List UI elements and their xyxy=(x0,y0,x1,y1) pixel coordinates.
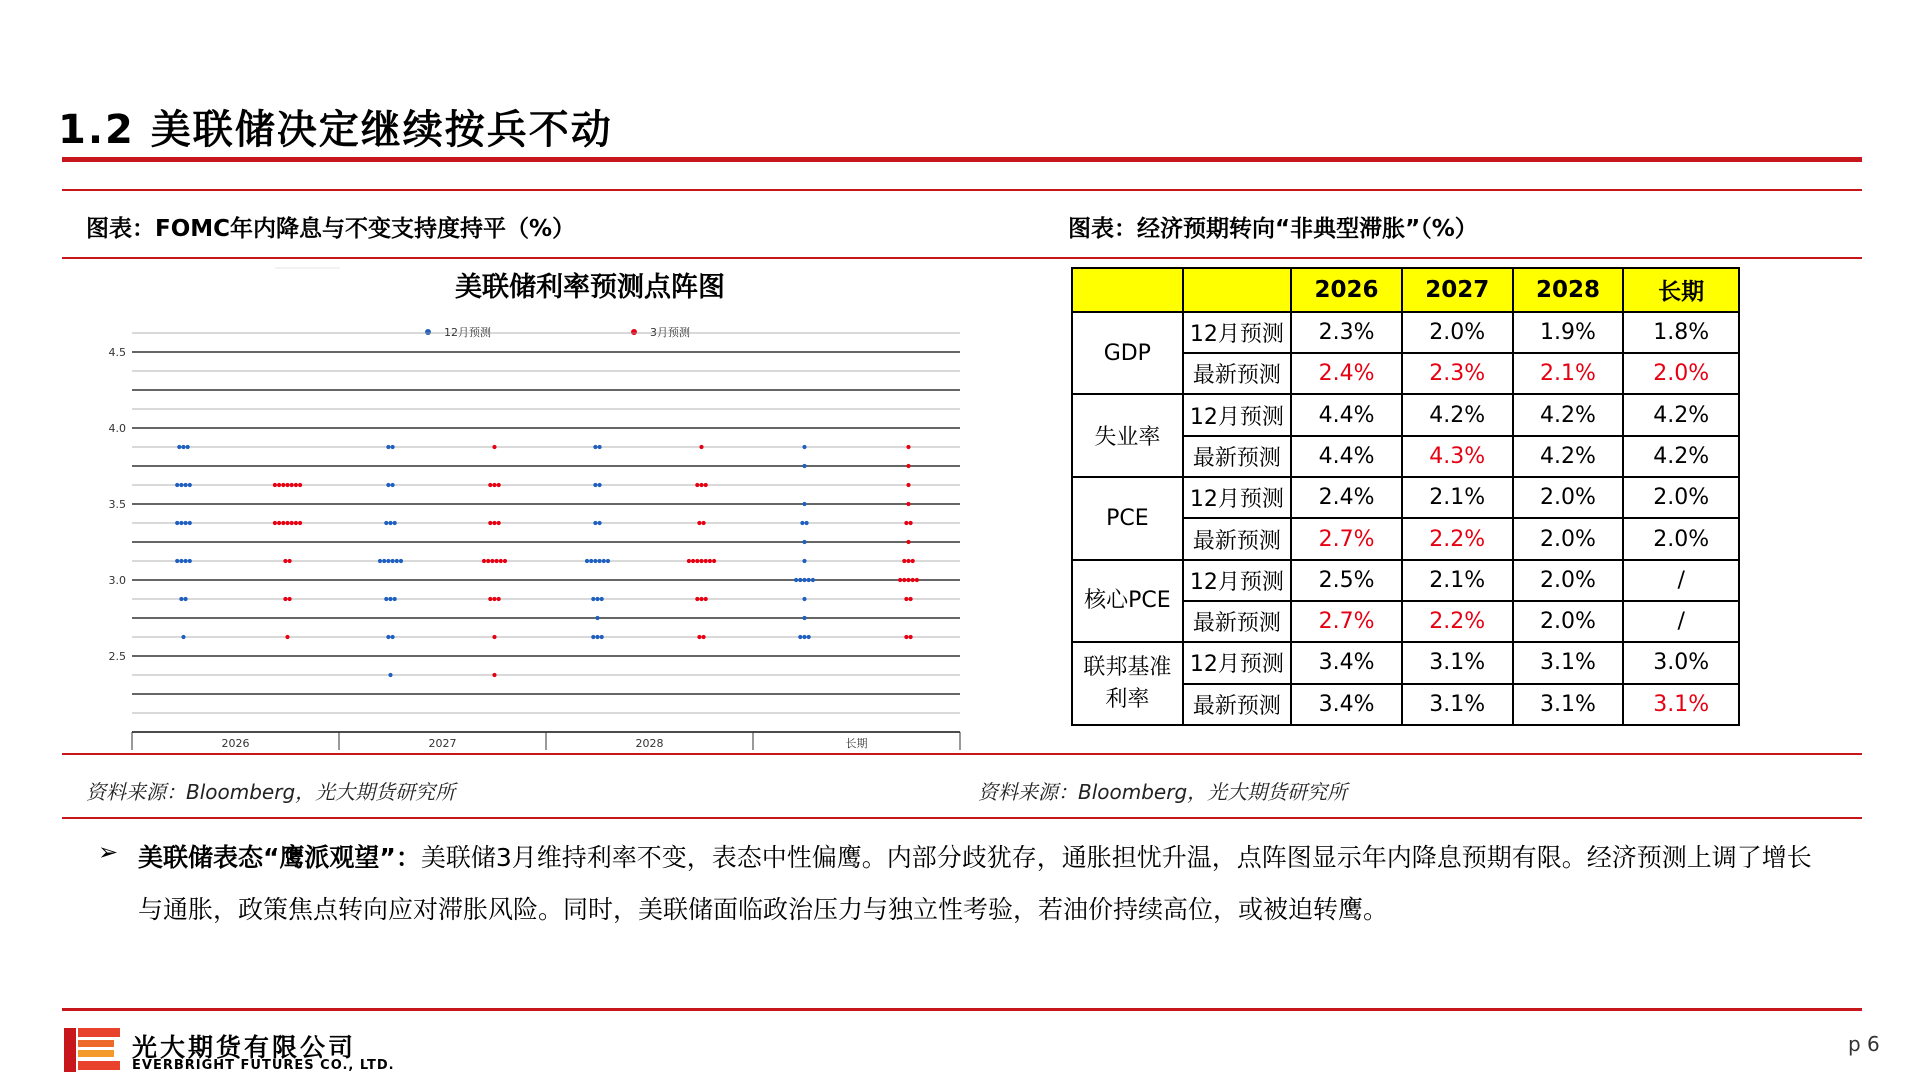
dot-marker xyxy=(386,483,390,487)
table-row xyxy=(1072,394,1739,435)
dot-marker xyxy=(904,521,908,525)
dot-marker xyxy=(909,597,913,601)
dot-marker xyxy=(492,597,496,601)
chart-x-axis xyxy=(132,732,960,750)
dot-marker xyxy=(589,559,593,563)
dot-marker xyxy=(695,559,699,563)
table-value-cell: 4.2% xyxy=(1402,394,1513,435)
dot-marker xyxy=(593,483,597,487)
table-row xyxy=(1072,560,1739,601)
dot-marker xyxy=(273,521,277,525)
chart-gridlines xyxy=(132,333,960,732)
dot-marker xyxy=(704,483,708,487)
dot-marker xyxy=(595,635,599,639)
chart-legend xyxy=(425,325,690,339)
bullet-paragraph xyxy=(138,832,1818,936)
dot-marker xyxy=(391,445,395,449)
dot-marker xyxy=(593,559,597,563)
table-value-cell: 1.9% xyxy=(1513,312,1624,353)
dot-marker xyxy=(277,521,281,525)
dot-marker xyxy=(283,597,287,601)
dot-marker xyxy=(598,483,602,487)
table-sub-label: 最新预测 xyxy=(1183,518,1292,559)
y-tick-label: 3.0 xyxy=(108,574,126,587)
table-value-cell: 3.1% xyxy=(1513,684,1624,725)
table-value-cell: 2.0% xyxy=(1513,518,1624,559)
company-logo-icon xyxy=(64,1026,124,1074)
table-value-cell: 3.1% xyxy=(1402,684,1513,725)
dot-marker xyxy=(393,521,397,525)
dot-marker xyxy=(794,578,798,582)
table-sub-label: 12月预测 xyxy=(1183,312,1292,353)
dot-marker xyxy=(712,559,716,563)
dot-marker xyxy=(285,635,289,639)
left-figure-caption: 图表：FOMC年内降息与不变支持度持平（%） xyxy=(86,216,576,242)
dot-marker xyxy=(591,635,595,639)
dot-marker xyxy=(391,559,395,563)
dot-marker xyxy=(384,521,388,525)
dot-marker xyxy=(697,521,701,525)
legend-label: 3月预测 xyxy=(650,326,690,339)
table-header-cell xyxy=(1072,268,1183,312)
dot-marker xyxy=(298,521,302,525)
table-value-cell: 2.0% xyxy=(1402,312,1513,353)
dot-marker xyxy=(802,464,806,468)
x-tick-label: 2028 xyxy=(635,737,664,750)
caption-top-rule xyxy=(62,189,1862,191)
chart-title: 美联储利率预测点阵图 xyxy=(455,272,725,303)
table-value-cell: 2.0% xyxy=(1623,353,1739,394)
dot-marker xyxy=(699,597,703,601)
dot-marker xyxy=(492,521,496,525)
dot-marker xyxy=(490,559,494,563)
dot-marker xyxy=(273,483,277,487)
dot-marker xyxy=(399,559,403,563)
table-sub-label: 12月预测 xyxy=(1183,394,1292,435)
dot-marker xyxy=(184,559,188,563)
table-sub-label: 12月预测 xyxy=(1183,560,1292,601)
dot-marker xyxy=(909,635,913,639)
dot-marker xyxy=(802,445,806,449)
table-value-cell: 2.1% xyxy=(1402,477,1513,518)
dot-marker xyxy=(283,559,287,563)
dot-marker xyxy=(285,521,289,525)
dot-marker xyxy=(699,445,703,449)
dot-marker xyxy=(802,616,806,620)
dot-marker xyxy=(486,559,490,563)
footer-divider xyxy=(62,1008,1862,1011)
dot-marker xyxy=(488,597,492,601)
dot-marker xyxy=(704,559,708,563)
dot-marker xyxy=(378,559,382,563)
bullet-body: 美联储3月维持利率不变，表态中性偏鹰。内部分歧犹存，通胀担忧升温，点阵图显示年内降息预期有限。经济预测上调了增长与通胀，政策焦点转向应对滞胀风险。同时，美联储面临政治压力与独立性考验，若油价持续高位，或被迫转鹰。 xyxy=(138,843,1812,924)
source-bottom-rule xyxy=(62,817,1862,819)
dot-marker xyxy=(606,559,610,563)
dot-marker xyxy=(805,521,809,525)
dot-marker xyxy=(811,578,815,582)
title-divider xyxy=(62,157,1862,162)
dot-marker xyxy=(277,483,281,487)
dot-marker xyxy=(802,540,806,544)
dot-marker xyxy=(175,559,179,563)
dot-marker xyxy=(503,559,507,563)
table-value-cell: 2.0% xyxy=(1513,560,1624,601)
table-value-cell: 3.1% xyxy=(1623,684,1739,725)
dot-marker xyxy=(704,597,708,601)
right-figure-source: 资料来源：Bloomberg，光大期货研究所 xyxy=(978,780,1348,804)
dot-marker xyxy=(188,521,192,525)
dot-marker xyxy=(911,578,915,582)
table-value-cell: 4.2% xyxy=(1513,436,1624,477)
dot-marker xyxy=(386,445,390,449)
y-tick-label: 3.5 xyxy=(108,498,126,511)
table-value-cell: 2.0% xyxy=(1513,601,1624,642)
dot-marker xyxy=(186,445,190,449)
dot-marker xyxy=(497,597,501,601)
dot-marker xyxy=(188,559,192,563)
dot-marker xyxy=(495,559,499,563)
dot-marker xyxy=(702,635,706,639)
dot-marker xyxy=(691,559,695,563)
table-value-cell: 2.0% xyxy=(1623,518,1739,559)
dot-marker xyxy=(800,521,804,525)
dot-marker xyxy=(482,559,486,563)
dot-marker xyxy=(488,483,492,487)
dot-marker xyxy=(181,635,185,639)
dot-marker xyxy=(802,559,806,563)
dot-marker xyxy=(179,597,183,601)
table-value-cell: 2.3% xyxy=(1291,312,1402,353)
dot-marker xyxy=(281,483,285,487)
dot-marker xyxy=(906,540,910,544)
dot-marker xyxy=(288,559,292,563)
dot-marker xyxy=(600,597,604,601)
table-value-cell: 2.2% xyxy=(1402,518,1513,559)
table-row xyxy=(1072,642,1739,683)
table-value-cell: 4.2% xyxy=(1623,436,1739,477)
dot-marker xyxy=(911,559,915,563)
dot-marker xyxy=(388,673,392,677)
dot-marker xyxy=(904,597,908,601)
dot-marker xyxy=(708,559,712,563)
dot-marker xyxy=(802,635,806,639)
dot-marker xyxy=(175,483,179,487)
dot-marker xyxy=(904,635,908,639)
dot-marker xyxy=(497,483,501,487)
company-name-en: EVERBRIGHT FUTURES CO., LTD. xyxy=(132,1058,395,1073)
dot-marker xyxy=(177,445,181,449)
table-sub-label: 12月预测 xyxy=(1183,477,1292,518)
dot-marker xyxy=(181,445,185,449)
table-value-cell: 4.2% xyxy=(1513,394,1624,435)
dot-marker xyxy=(285,483,289,487)
dot-marker xyxy=(175,521,179,525)
table-header-cell: 长期 xyxy=(1623,268,1739,312)
dot-marker xyxy=(386,559,390,563)
dot-marker xyxy=(798,635,802,639)
table-header-cell: 2027 xyxy=(1402,268,1513,312)
table-value-cell: 2.1% xyxy=(1513,353,1624,394)
table-sub-label: 12月预测 xyxy=(1183,642,1292,683)
dot-marker xyxy=(184,597,188,601)
table-value-cell: 2.5% xyxy=(1291,560,1402,601)
dot-marker xyxy=(184,483,188,487)
dot-marker xyxy=(388,521,392,525)
dot-marker xyxy=(290,521,294,525)
dot-marker xyxy=(294,521,298,525)
dot-marker xyxy=(395,559,399,563)
dot-marker xyxy=(906,578,910,582)
dot-marker xyxy=(281,521,285,525)
table-value-cell: 3.1% xyxy=(1402,642,1513,683)
dot-marker xyxy=(595,616,599,620)
dot-marker xyxy=(598,521,602,525)
x-tick-label: 2027 xyxy=(428,737,457,750)
table-value-cell: / xyxy=(1623,560,1739,601)
dot-marker xyxy=(384,597,388,601)
table-value-cell: 4.4% xyxy=(1291,394,1402,435)
table-header-cell xyxy=(1183,268,1292,312)
dot-marker xyxy=(600,635,604,639)
dot-marker xyxy=(184,521,188,525)
table-value-cell: 2.7% xyxy=(1291,601,1402,642)
table-header-cell: 2028 xyxy=(1513,268,1624,312)
dot-marker xyxy=(393,597,397,601)
dot-marker xyxy=(697,635,701,639)
dot-marker xyxy=(906,502,910,506)
table-header-row xyxy=(1072,268,1739,312)
table-value-cell: 3.4% xyxy=(1291,642,1402,683)
table-value-cell: 4.2% xyxy=(1623,394,1739,435)
table-value-cell: 2.4% xyxy=(1291,353,1402,394)
dot-marker xyxy=(188,483,192,487)
table-value-cell: 2.4% xyxy=(1291,477,1402,518)
dot-marker xyxy=(595,597,599,601)
table-sub-label: 最新预测 xyxy=(1183,684,1292,725)
dot-marker xyxy=(593,521,597,525)
table-sub-label: 最新预测 xyxy=(1183,436,1292,477)
dot-marker xyxy=(598,445,602,449)
table-value-cell: 3.0% xyxy=(1623,642,1739,683)
dot-marker xyxy=(906,464,910,468)
table-value-cell: 2.2% xyxy=(1402,601,1513,642)
table-group-label: 联邦基准利率 xyxy=(1072,642,1183,725)
x-tick-label: 2026 xyxy=(221,737,250,750)
caption-bottom-rule xyxy=(62,257,1862,259)
dot-marker xyxy=(391,635,395,639)
table-group-label: PCE xyxy=(1072,477,1183,560)
dot-marker xyxy=(807,635,811,639)
table-row xyxy=(1072,477,1739,518)
dot-marker xyxy=(598,559,602,563)
table-group-label: 失业率 xyxy=(1072,394,1183,477)
page-number: p 6 xyxy=(1848,1032,1880,1056)
table-value-cell: 2.7% xyxy=(1291,518,1402,559)
y-tick-label: 2.5 xyxy=(108,650,126,663)
legend-marker xyxy=(631,329,637,335)
right-figure-caption: 图表：经济预期转向“非典型滞胀”（%） xyxy=(1068,216,1478,242)
dot-marker xyxy=(179,559,183,563)
dot-marker xyxy=(915,578,919,582)
dot-marker xyxy=(585,559,589,563)
dot-marker xyxy=(388,597,392,601)
table-value-cell: 2.1% xyxy=(1402,560,1513,601)
dot-marker xyxy=(382,559,386,563)
table-value-cell: 1.8% xyxy=(1623,312,1739,353)
dot-marker xyxy=(497,521,501,525)
left-figure-source: 资料来源：Bloomberg，光大期货研究所 xyxy=(86,780,456,804)
table-sub-label: 最新预测 xyxy=(1183,353,1292,394)
dot-marker xyxy=(602,559,606,563)
dot-marker xyxy=(699,483,703,487)
dot-marker xyxy=(906,445,910,449)
table-value-cell: 4.4% xyxy=(1291,436,1402,477)
dot-marker xyxy=(902,578,906,582)
dot-marker xyxy=(499,559,503,563)
slide-title: 1.2 美联储决定继续按兵不动 xyxy=(58,107,613,153)
dot-marker xyxy=(687,559,691,563)
dot-marker xyxy=(902,559,906,563)
dot-marker xyxy=(488,521,492,525)
chart-y-ticks xyxy=(109,346,127,663)
x-tick-label: 长期 xyxy=(845,737,868,750)
dot-marker xyxy=(695,597,699,601)
table-value-cell: 3.4% xyxy=(1291,684,1402,725)
table-value-cell: 2.3% xyxy=(1402,353,1513,394)
table-group-label: 核心PCE xyxy=(1072,560,1183,643)
table-value-cell: 4.3% xyxy=(1402,436,1513,477)
dot-marker xyxy=(593,445,597,449)
table-value-cell: 2.0% xyxy=(1513,477,1624,518)
dot-marker xyxy=(906,559,910,563)
dot-marker xyxy=(179,483,183,487)
dot-marker xyxy=(492,673,496,677)
table-value-cell: 3.1% xyxy=(1513,642,1624,683)
table-sub-label: 最新预测 xyxy=(1183,601,1292,642)
legend-marker xyxy=(425,329,431,335)
table-value-cell: / xyxy=(1623,601,1739,642)
dot-marker xyxy=(699,559,703,563)
dot-marker xyxy=(909,521,913,525)
table-header-cell: 2026 xyxy=(1291,268,1402,312)
table-value-cell: 2.0% xyxy=(1623,477,1739,518)
table-row xyxy=(1072,312,1739,353)
dot-marker xyxy=(386,635,390,639)
forecast-table xyxy=(1071,267,1740,726)
bullet-arrow-icon: ➢ xyxy=(98,838,119,866)
dot-marker xyxy=(695,483,699,487)
legend-label: 12月预测 xyxy=(444,326,491,339)
dot-marker xyxy=(298,483,302,487)
dot-plot-chart xyxy=(100,260,980,750)
dot-marker xyxy=(798,578,802,582)
dot-marker xyxy=(492,483,496,487)
dot-marker xyxy=(802,578,806,582)
dot-marker xyxy=(591,597,595,601)
dot-marker xyxy=(290,483,294,487)
dot-marker xyxy=(898,578,902,582)
dot-marker xyxy=(802,502,806,506)
dot-marker xyxy=(179,521,183,525)
dot-marker xyxy=(288,597,292,601)
dot-marker xyxy=(492,445,496,449)
source-top-rule xyxy=(62,753,1862,755)
dot-marker xyxy=(391,483,395,487)
dot-marker xyxy=(906,483,910,487)
dot-marker xyxy=(807,578,811,582)
dot-marker xyxy=(294,483,298,487)
dot-marker xyxy=(492,635,496,639)
dot-marker xyxy=(802,597,806,601)
table-group-label: GDP xyxy=(1072,312,1183,395)
bullet-lead: 美联储表态“鹰派观望”： xyxy=(138,843,421,872)
y-tick-label: 4.5 xyxy=(108,346,126,359)
dot-marker xyxy=(702,521,706,525)
company-name-cn: 光大期货有限公司 xyxy=(132,1033,357,1062)
y-tick-label: 4.0 xyxy=(108,422,126,435)
